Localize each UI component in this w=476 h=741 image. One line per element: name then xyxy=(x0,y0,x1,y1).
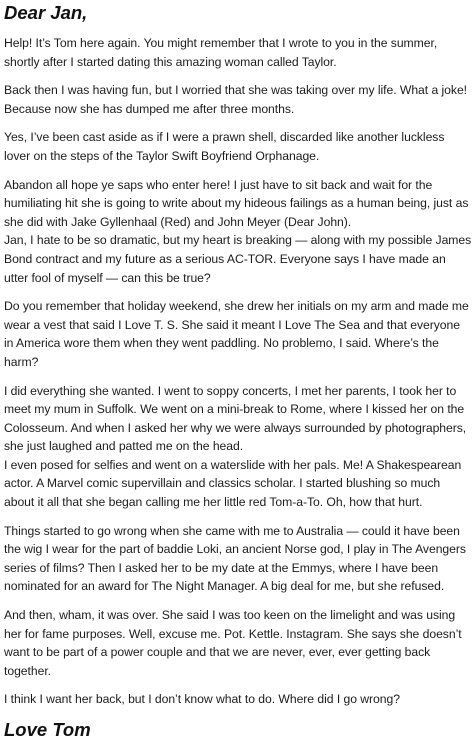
letter-signoff: Love Tom xyxy=(4,719,91,740)
letter-salutation: Dear Jan, xyxy=(4,2,88,23)
paragraph-10: And then, wham, it was over. She said I was too keen on the limelight and was using her for fame purposes. Well, excuse me. Pot. Kettle. Instagram. She says she doesn’t want to be part of a power couple and that we are never, ever, ever getting back together. xyxy=(4,608,462,678)
paragraph-2: Back then I was having fun, but I worried that she was taking over my life. What a joke! Because now she has dumped me after three months. xyxy=(4,83,468,116)
paragraph-11: I think I want her back, but I don’t know what to do. Where did I go wrong? xyxy=(4,692,400,707)
paragraph-9: Things started to go wrong when she came with me to Australia — could it have been the wig I wear for the part of baddie Loki, an ancient Norse god, I play in The Avengers series of films? Then I asked her to be my date at the Emmys, where I have been nominated for an award for The Night Manager. A big deal for me, but she refused. xyxy=(4,523,466,594)
paragraph-8: I even posed for selfies and went on a waterslide with her pals. Me! A Shakespearean actor. A Marvel comic supervillain and classics scholar. I started blushing so much about it all that she began calling me her little red Tom-a-To. Oh, how that hurt. xyxy=(4,457,462,510)
paragraph-7: I did everything she wanted. I went to soppy concerts, I met her parents, I took her to meet my mum in Suffolk. We went on a mini-break to Rome, where I kissed her on the Colosseum. And when I asked her why we were always surrounded by photographers, she just laughed and patted me on the head. xyxy=(4,383,467,454)
paragraph-1: Help! It’s Tom here again. You might remember that I wrote to you in the summer, shortly after I started dating this amazing woman called Taylor. xyxy=(4,36,438,69)
paragraph-5: Jan, I hate to be so dramatic, but my heart is breaking — along with my possible James Bond contract and my future as a serious AC-TOR. Everyone says I have made an utter fool of myself — can this be true? xyxy=(4,233,472,285)
paragraph-6: Do you remember that holiday weekend, she drew her initials on my arm and made me wear a vest that said I Love T. S. She said it meant I Love The Sea and that everyone in America wore them when they went paddling. No problemo, I said. Where’s the harm? xyxy=(4,299,469,369)
paragraph-4: Abandon all hope ye saps who enter here! I just have to sit back and wait for the humiliating hit she is going to write about my hideous failings as a human being, just as she did with Jake Gyllenhaal (Red) and John Meyer (Dear John). xyxy=(4,177,469,229)
paragraph-3: Yes, I’ve been cast aside as if I were a prawn shell, discarded like another luckless lover on the steps of the Taylor Swift Boyfriend Orphanage. xyxy=(4,130,445,163)
